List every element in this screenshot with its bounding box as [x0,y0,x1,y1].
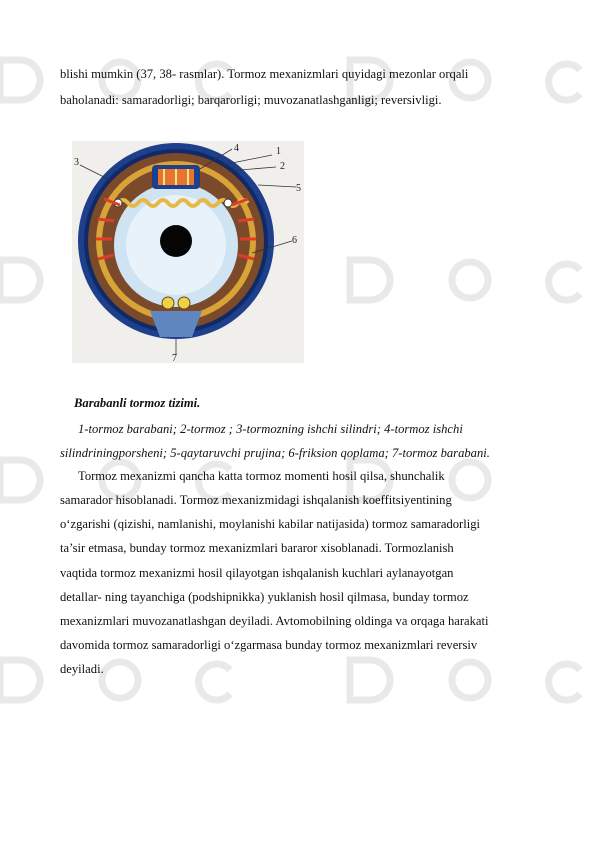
body-line: vaqtida tormoz mexanizmi hosil qilayotgan ishqalanish kuchlari aylanayotgan [60,566,454,580]
figure-legend-line-1: 1-tormoz barabani; 2-tormoz ; 3-tormozning ishchi silindri; 4-tormoz ishchi [78,422,463,436]
body-line: mexanizmlari muvozanatlashgan deyiladi. Avtomobilning oldinga va orqaga harakati [60,614,489,628]
body-line: ta’sir etmasa, bunday tormoz mexanizmlari bararor xisoblanadi. Tormozlanish [60,541,454,555]
figure-legend-line-2: silindriningporsheni; 5-qaytaruvchi prujina; 6-friksion qoplama; 7-tormoz barabani. [60,446,490,460]
body-line: davomida tormoz samaradorligi o‘zgarmasa bunday tormoz mexanizmlari reversiv [60,638,478,652]
label-4: 4 [234,143,239,154]
label-7: 7 [172,353,177,363]
body-line: samarador hisoblanadi. Tormoz mexanizmidagi ishqalanish koeffitsiyentining [60,493,452,507]
label-1: 1 [276,146,281,157]
drum-brake-figure [72,141,304,363]
body-line: detallar- ning tayanchiga (podshipnikka) yuklanish hosil qilmasa, bunday tormoz [60,590,469,604]
intro-line-2: baholanadi: samaradorligi; barqarorligi; muvozanatlashganligi; reversivligi. [60,93,442,107]
label-3: 3 [74,157,79,168]
intro-line-1: blishi mumkin (37, 38- rasmlar). Tormoz mexanizmlari quyidagi mezonlar orqali [60,67,469,81]
body-line: o‘zgarishi (qizishi, namlanishi, moylanishi kabilar natijasida) tormoz samaradorligi [60,517,481,531]
label-5: 5 [296,183,301,194]
hub-hole [160,225,192,257]
figure-caption-title: Barabanli tormoz tizimi. [74,396,201,410]
body-line: deyiladi. [60,662,104,676]
label-6: 6 [292,235,297,246]
label-2: 2 [280,161,285,172]
body-line: Tormoz mexanizmi qancha katta tormoz momenti hosil qilsa, shunchalik [78,469,445,483]
